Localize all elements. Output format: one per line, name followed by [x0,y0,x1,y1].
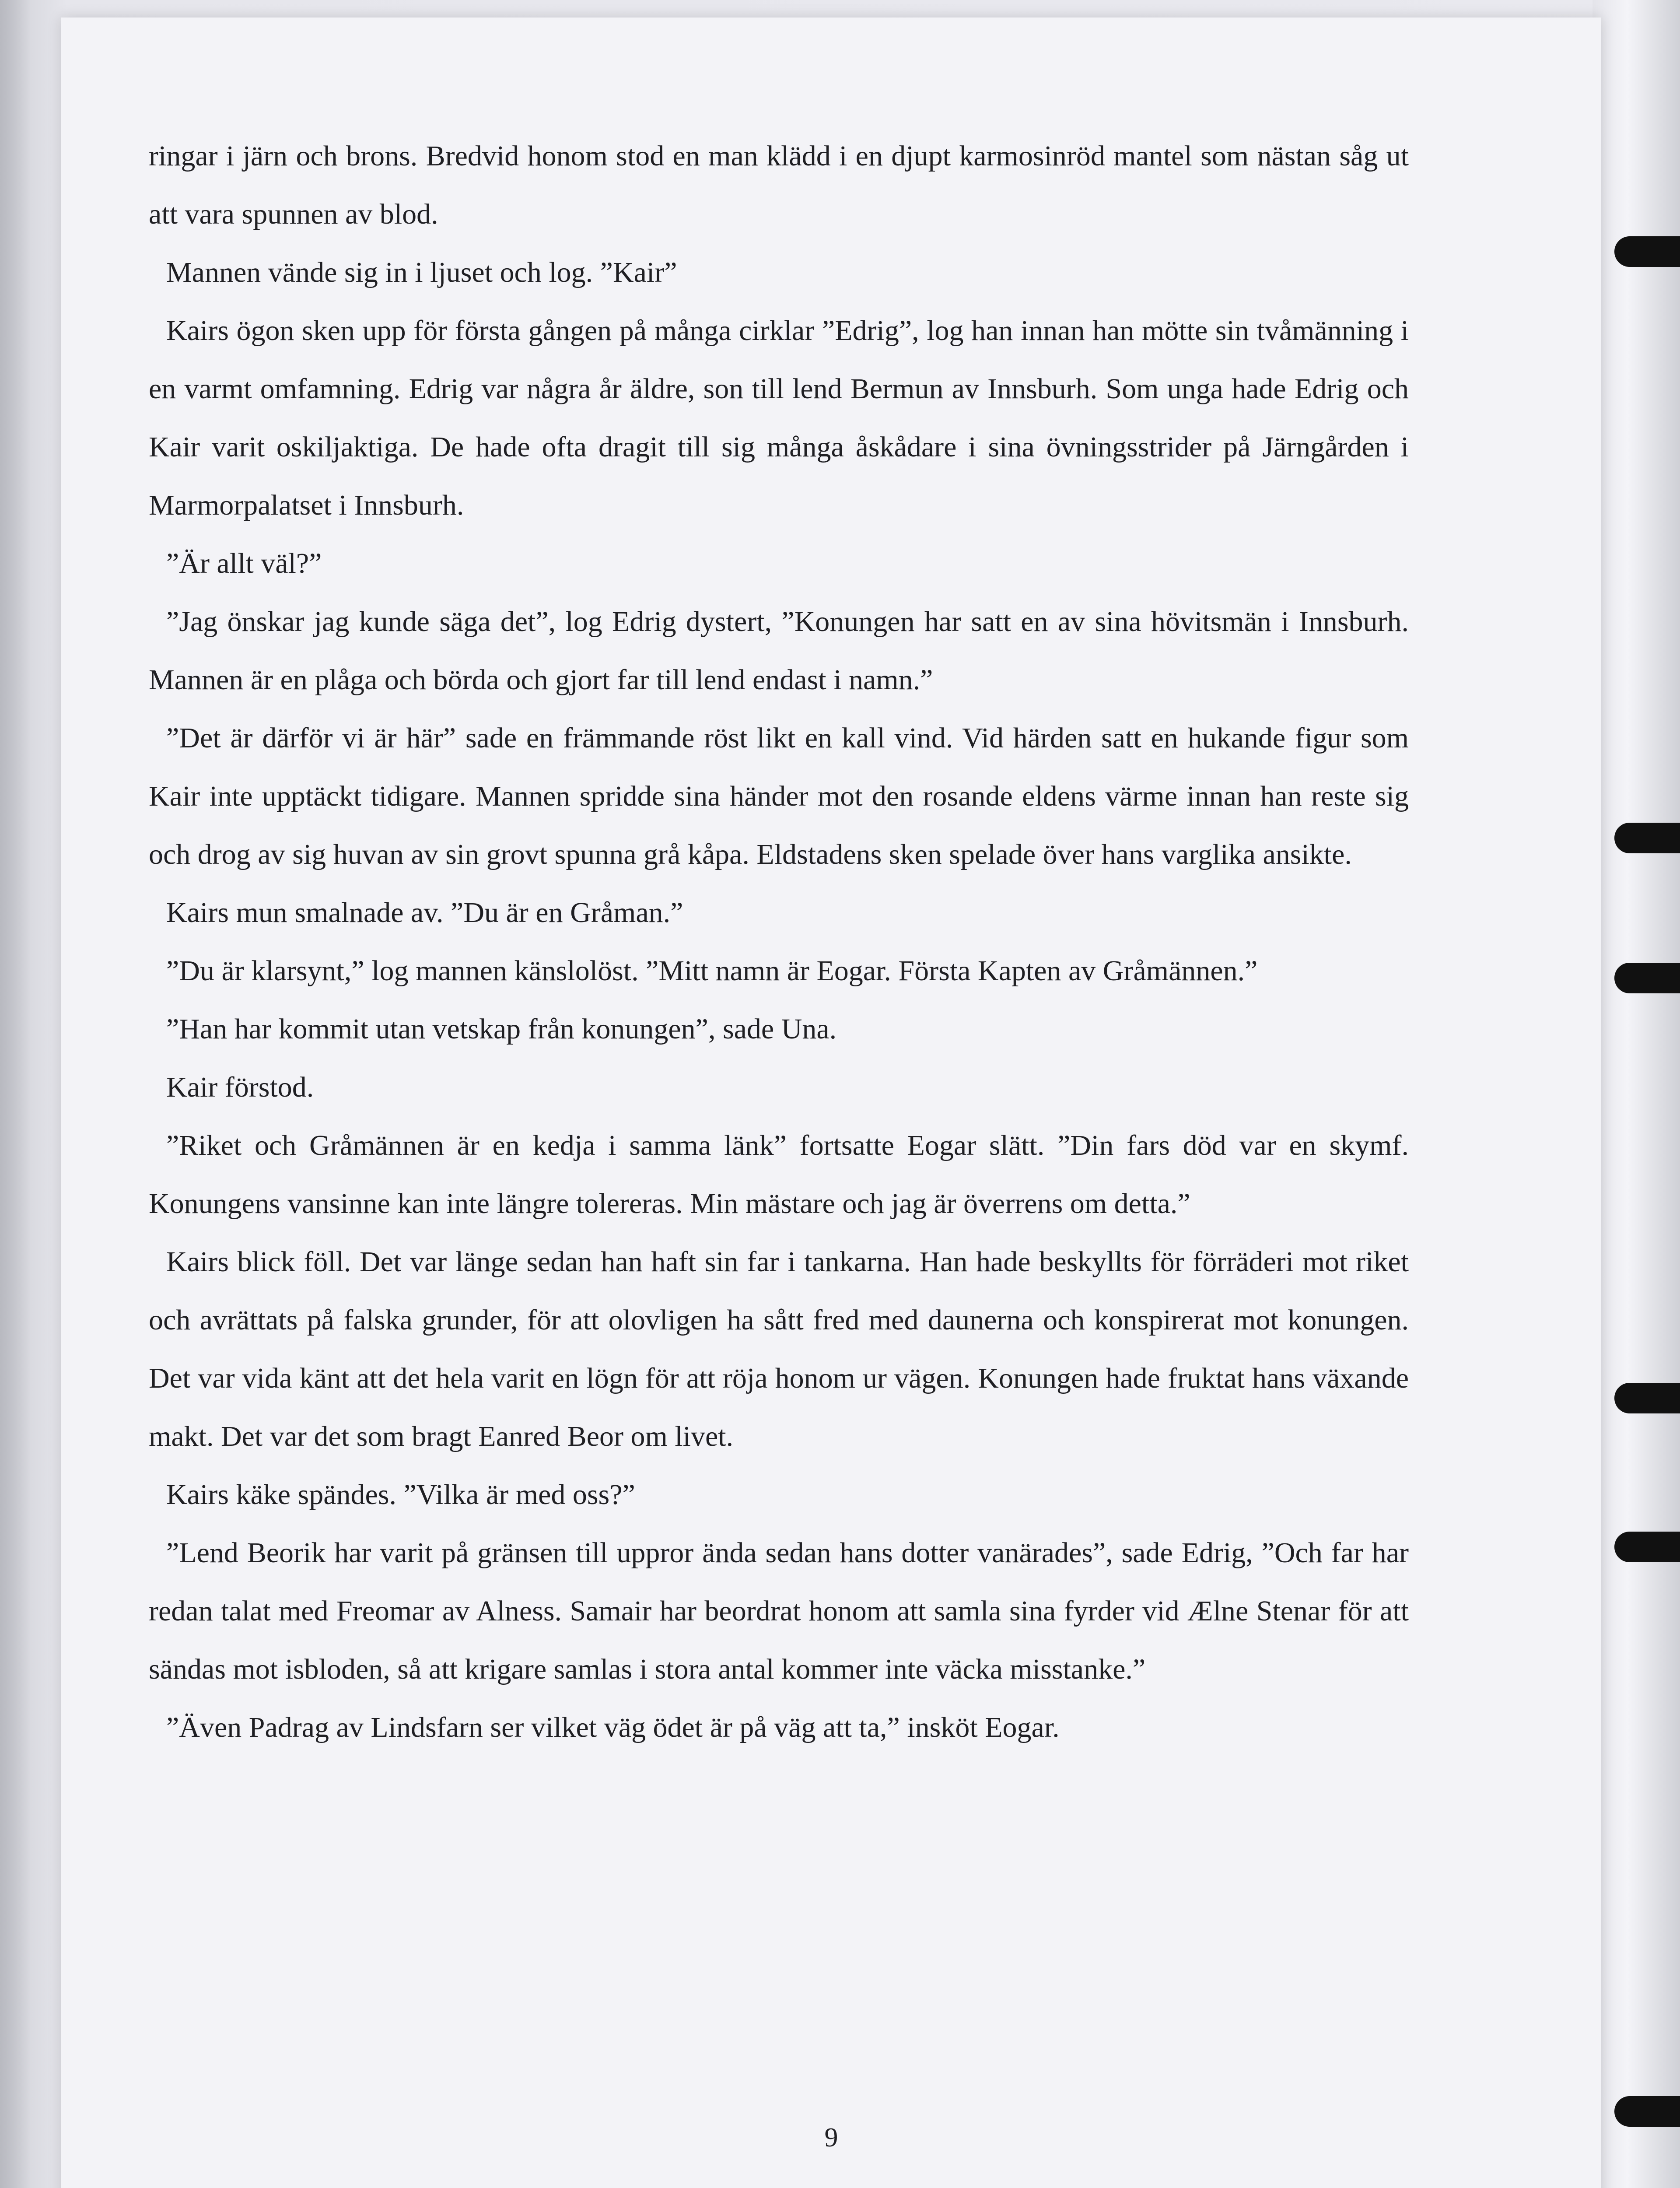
paragraph: Kairs ögon sken upp för första gången på många cirklar ”Edrig”, log han innan han mötte sin tvåmänning i en varmt omfamning. Edrig var några år äldre, son till lend Bermun av Innsburh. Som unga hade Edrig och Kair varit oskiljaktiga. De hade ofta dragit till sig många åskådare i sina övningsstrider på Järngården i Marmorpalatset i Innsburh. [149,315,1409,521]
paragraph: Kairs mun smalnade av. ”Du är en Gråman.” [166,897,683,929]
paragraph: ”Är allt väl?” [166,547,322,579]
paragraph: ”Det är därför vi är här” sade en främmande röst likt en kall vind. Vid härden satt en hukande figur som Kair inte upptäckt tidigare. Mannen spridde sina händer mot den rosande eldens värme innan han reste sig och drog av sig huvan av sin grovt spunna grå kåpa. Eldstadens sken spelade över hans varglika ansikte. [149,722,1409,870]
page-number: 9 [824,2123,838,2153]
binder-ring-4 [1614,1383,1680,1413]
binder-left-shadow [0,0,31,2188]
binder-ring-1 [1614,236,1680,267]
paragraph: Mannen vände sig in i ljuset och log. ”Kair” [166,256,677,288]
body-text [149,127,1409,1757]
paragraph: ”Jag önskar jag kunde säga det”, log Edrig dystert, ”Konungen har satt en av sina hövitsmän i Innsburh. Mannen är en plåga och börda och gjort far till lend endast i namn.” [149,606,1409,696]
paragraph: ”Riket och Gråmännen är en kedja i samma länk” fortsatte Eogar slätt. ”Din fars död var en skymf. Konungens vansinne kan inte längre tolereras. Min mästare och jag är överrens om detta.” [149,1129,1409,1220]
paragraph: Kair förstod. [166,1071,314,1103]
paragraph: ringar i järn och brons. Bredvid honom stod en man klädd i en djupt karmosinröd mantel som nästan såg ut att vara spunnen av blod. [149,140,1409,230]
paragraph: Kairs käke spändes. ”Vilka är med oss?” [166,1479,635,1511]
paragraph: ”Du är klarsynt,” log mannen känslolöst. ”Mitt namn är Eogar. Första Kapten av Gråmännen.” [166,955,1258,987]
paragraph: Kairs blick föll. Det var länge sedan han haft sin far i tankarna. Han hade beskyllts för förräderi mot riket och avrättats på falska grunder, för att olovligen ha sått fred med daunerna och konspirerat mot konungen. Det var vida känt att det hela varit en lögn för att röja honom ur vägen. Konungen hade fruktat hans växande makt. Det var det som bragt Eanred Beor om livet. [149,1246,1409,1452]
paragraph: ”Lend Beorik har varit på gränsen till uppror ända sedan hans dotter vanärades”, sade Edrig, ”Och far har redan talat med Freomar av Alness. Samair har beordrat honom att samla sina fyrder vid Ælne Stenar för att sändas mot isbloden, så att krigare samlas i stora antal kommer inte väcka misstanke.” [149,1537,1409,1685]
binder-edge [1592,0,1680,2188]
document-page [61,18,1601,2188]
binder-ring-2 [1614,823,1680,853]
paragraph: ”Även Padrag av Lindsfarn ser vilket väg ödet är på väg att ta,” insköt Eogar. [166,1711,1060,1743]
binder-ring-5 [1614,1532,1680,1562]
paragraph: ”Han har kommit utan vetskap från konungen”, sade Una. [166,1013,837,1045]
binder-ring-3 [1614,963,1680,993]
binder-ring-6 [1614,2096,1680,2127]
